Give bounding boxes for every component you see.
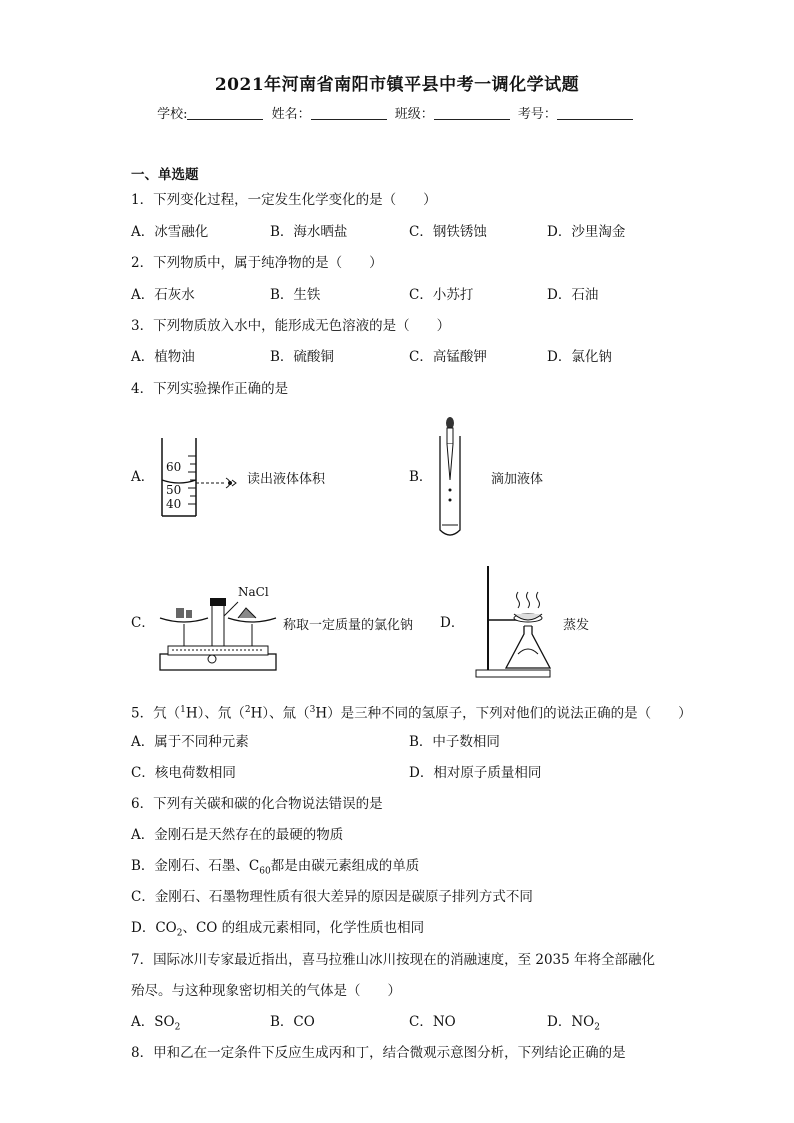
q6-option-d[interactable]: D．$CO_2$、CO 的组成元素相同，化学性质也相同 xyxy=(131,920,425,939)
q2-option-d[interactable]: D．石油 xyxy=(547,287,599,303)
q4-d-caption: 蒸发 xyxy=(563,618,590,633)
q3-option-c[interactable]: C．高锰酸钾 xyxy=(409,349,487,365)
q1-option-c[interactable]: C．钢铁锈蚀 xyxy=(409,224,487,240)
exam-title: 2021年河南省南阳市镇平县中考一调化学试题 xyxy=(214,75,580,95)
q4-option-b[interactable]: B． xyxy=(409,469,433,485)
question-6-stem: 6．下列有关碳和碳的化合物说法错误的是 xyxy=(131,796,383,812)
q3-option-b[interactable]: B．硫酸铜 xyxy=(270,349,334,365)
question-5-stem: 5．氕（$^1$H）、氘（$^2$H）、氚（$^3$H）是三种不同的氢原子，下列对他们的说法正确的是（ ） xyxy=(131,705,692,722)
question-7-stem-line1: 7．国际冰川专家最近指出，喜马拉雅山冰川按现在的消融速度，至 2035 年将全部融化 xyxy=(131,952,656,968)
school-label: 学校: xyxy=(157,107,188,122)
q7-option-a[interactable]: A．$SO_2$ xyxy=(131,1014,181,1033)
q5-option-c[interactable]: C．核电荷数相同 xyxy=(131,765,236,781)
q1-option-d[interactable]: D．沙里淘金 xyxy=(547,224,626,240)
q5-option-b[interactable]: B．中子数相同 xyxy=(409,734,500,750)
nacl-label: NaCl xyxy=(238,585,269,599)
q3-option-d[interactable]: D．氯化钠 xyxy=(547,349,612,365)
class-blank[interactable] xyxy=(434,106,510,120)
id-blank[interactable] xyxy=(557,106,633,120)
q4-option-d[interactable]: D． xyxy=(440,615,465,631)
q7-option-d[interactable]: D．$NO_2$ xyxy=(547,1014,600,1033)
tick-label-40: 40 xyxy=(166,497,182,511)
q5-option-d[interactable]: D．相对原子质量相同 xyxy=(409,765,542,781)
section-title: 一、单选题 xyxy=(131,167,199,183)
q5-option-a[interactable]: A．属于不同种元素 xyxy=(131,734,249,750)
question-7-stem-line2: 殆尽。与这种现象密切相关的气体是（ ） xyxy=(131,983,401,999)
school-blank[interactable] xyxy=(187,106,263,120)
tick-label-60: 60 xyxy=(166,460,182,474)
question-2-stem: 2．下列物质中，属于纯净物的是（ ） xyxy=(131,255,383,271)
id-label: 考号： xyxy=(517,107,557,122)
q1-option-a[interactable]: A．冰雪融化 xyxy=(131,224,209,240)
q6-option-b[interactable]: B．金刚石、石墨、$C_{60}$都是由碳元素组成的单质 xyxy=(131,858,420,877)
q6-option-c[interactable]: C．金刚石、石墨物理性质有很大差异的原因是碳原子排列方式不同 xyxy=(131,889,533,905)
question-3-stem: 3．下列物质放入水中，能形成无色溶液的是（ ） xyxy=(131,318,451,334)
name-blank[interactable] xyxy=(311,106,387,120)
question-8-stem: 8．甲和乙在一定条件下反应生成丙和丁，结合微观示意图分析，下列结论正确的是 xyxy=(131,1045,626,1061)
tick-label-50: 50 xyxy=(166,483,182,497)
q4-a-caption: 读出液体体积 xyxy=(247,472,326,487)
q7-option-c[interactable]: C．NO xyxy=(409,1014,456,1030)
class-label: 班级： xyxy=(394,107,434,122)
dropper-test-tube-figure xyxy=(430,414,470,540)
q2-option-a[interactable]: A．石灰水 xyxy=(131,287,195,303)
q4-option-c[interactable]: C． xyxy=(131,615,155,631)
q2-option-b[interactable]: B．生铁 xyxy=(270,287,321,303)
question-1-stem: 1．下列变化过程，一定发生化学变化的是（ ） xyxy=(131,192,437,208)
question-4-stem: 4．下列实验操作正确的是 xyxy=(131,381,289,397)
q6-option-a[interactable]: A．金刚石是天然存在的最硬的物质 xyxy=(131,827,344,843)
q1-option-b[interactable]: B．海水晒盐 xyxy=(270,224,348,240)
evaporation-figure xyxy=(470,564,554,680)
q3-option-a[interactable]: A．植物油 xyxy=(131,349,195,365)
q7-option-b[interactable]: B．CO xyxy=(270,1014,315,1030)
q4-c-caption: 称取一定质量的氯化钠 xyxy=(283,618,414,633)
student-info-row xyxy=(0,103,794,122)
q2-option-c[interactable]: C．小苏打 xyxy=(409,287,474,303)
q4-b-caption: 滴加液体 xyxy=(491,472,544,487)
name-label: 姓名： xyxy=(271,107,311,122)
q4-option-a[interactable]: A． xyxy=(131,469,155,485)
